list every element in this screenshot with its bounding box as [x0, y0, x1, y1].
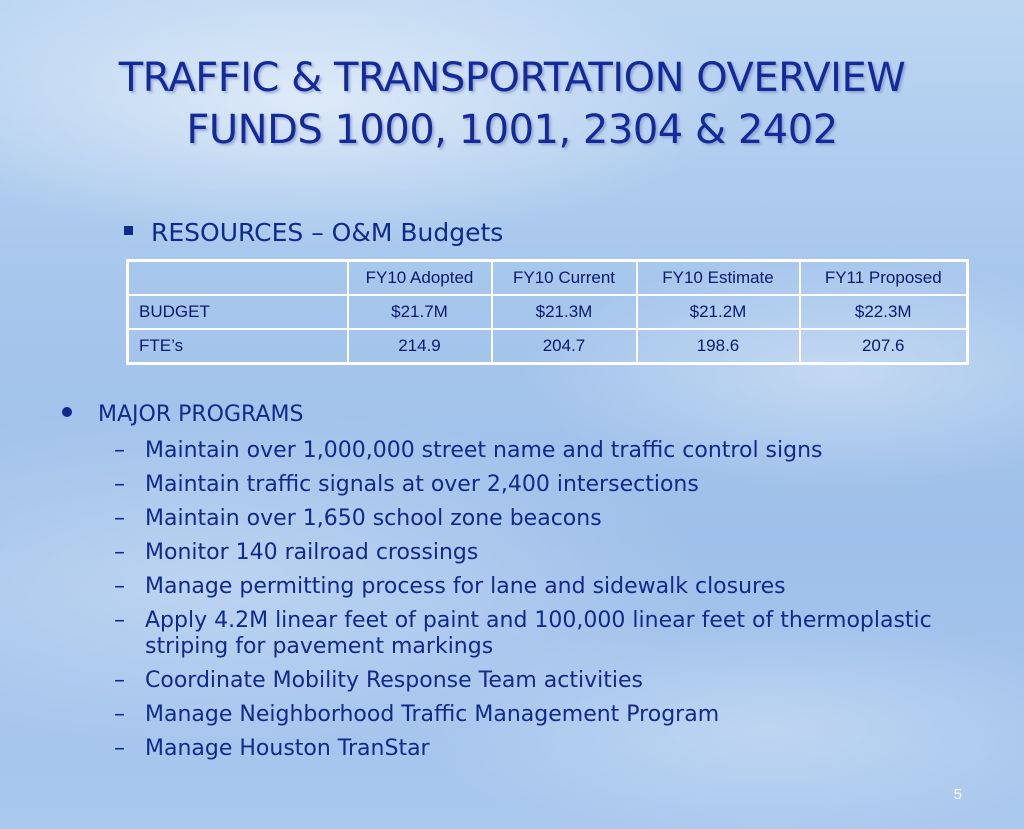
list-item — [62, 702, 992, 728]
list-item — [62, 574, 992, 600]
row-label: BUDGET — [128, 295, 348, 329]
list-item-text: Manage permitting process for lane and sidewalk closures — [145, 574, 786, 599]
header-cell: FY10 Current — [492, 261, 637, 296]
resources-heading-text: RESOURCES – O&M Budgets — [151, 218, 504, 247]
table-cell: $22.3M — [800, 295, 968, 329]
square-bullet-icon — [124, 226, 133, 235]
header-cell: FY11 Proposed — [800, 261, 968, 296]
row-label: FTE’s — [128, 329, 348, 364]
list-item — [62, 540, 992, 566]
list-item-text: Manage Neighborhood Traffic Management Program — [145, 702, 720, 727]
dash-bullet-icon: – — [114, 668, 125, 693]
resources-heading — [124, 216, 503, 250]
list-item-text: Apply 4.2M linear feet of paint and 100,000 linear feet of thermoplastic striping for pavement markings — [145, 608, 932, 659]
table-cell: $21.7M — [348, 295, 492, 329]
dash-bullet-icon: – — [114, 736, 125, 761]
round-bullet-icon — [62, 407, 72, 417]
table-row — [128, 295, 968, 329]
table-cell: $21.3M — [492, 295, 637, 329]
table-row — [128, 329, 968, 364]
dash-bullet-icon: – — [114, 438, 125, 463]
list-item — [62, 608, 992, 660]
list-item — [62, 668, 992, 694]
major-programs-section — [62, 400, 992, 762]
title-line-1: TRAFFIC & TRANSPORTATION OVERVIEW — [118, 55, 906, 101]
table-cell: 204.7 — [492, 329, 637, 364]
list-item-text: Manage Houston TranStar — [145, 736, 430, 761]
page-number: 5 — [953, 786, 962, 803]
programs-list — [62, 438, 992, 762]
list-item-text: Maintain traffic signals at over 2,400 intersections — [145, 472, 699, 497]
list-item — [62, 506, 992, 532]
dash-bullet-icon: – — [114, 702, 125, 727]
list-item-text: Maintain over 1,650 school zone beacons — [145, 506, 602, 531]
table-header-row — [128, 261, 968, 296]
dash-bullet-icon: – — [114, 472, 125, 497]
slide-title — [0, 52, 1024, 156]
table-cell: $21.2M — [637, 295, 800, 329]
list-item — [62, 472, 992, 498]
list-item — [62, 438, 992, 464]
programs-heading-text: MAJOR PROGRAMS — [98, 402, 304, 427]
dash-bullet-icon: – — [114, 608, 125, 633]
header-cell: FY10 Adopted — [348, 261, 492, 296]
table-cell: 207.6 — [800, 329, 968, 364]
dash-bullet-icon: – — [114, 540, 125, 565]
list-item-text: Coordinate Mobility Response Team activities — [145, 668, 643, 693]
table-cell: 214.9 — [348, 329, 492, 364]
dash-bullet-icon: – — [114, 574, 125, 599]
header-cell: FY10 Estimate — [637, 261, 800, 296]
budget-table — [126, 259, 969, 365]
programs-heading — [62, 400, 992, 430]
table-cell: 198.6 — [637, 329, 800, 364]
dash-bullet-icon: – — [114, 506, 125, 531]
header-cell — [128, 261, 348, 296]
list-item — [62, 736, 992, 762]
title-line-2: FUNDS 1000, 1001, 2304 & 2402 — [186, 107, 838, 153]
list-item-text: Monitor 140 railroad crossings — [145, 540, 479, 565]
list-item-text: Maintain over 1,000,000 street name and traffic control signs — [145, 438, 823, 463]
